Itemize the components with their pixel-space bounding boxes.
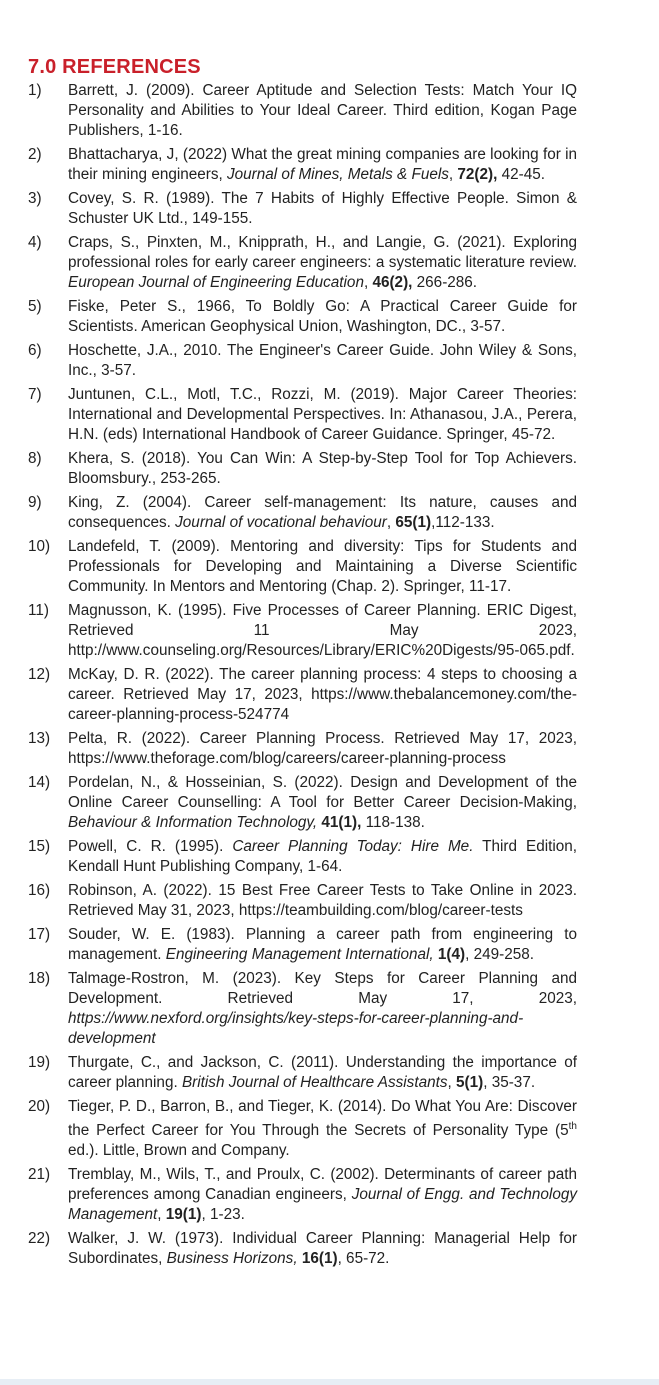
reference-fragment: th xyxy=(568,1121,577,1132)
reference-volume: 19(1) xyxy=(165,1206,202,1224)
reference-text xyxy=(68,1165,577,1225)
reference-fragment: , xyxy=(448,166,458,183)
reference-fragment: Covey, S. R. (1989). The 7 Habits of Highly Effective People. Simon & Schuster UK Ltd., 149-155. xyxy=(68,190,577,227)
reference-fragment: Thurgate, C., and Jackson, C. (2011). Understanding the importance of career planning. xyxy=(68,1054,577,1091)
reference-volume: 65(1) xyxy=(395,514,432,531)
reference-item xyxy=(28,341,577,381)
reference-text xyxy=(68,233,577,293)
reference-fragment: , 35-37. xyxy=(483,1074,536,1091)
reference-text xyxy=(68,297,577,337)
reference-text xyxy=(68,773,577,833)
reference-item xyxy=(28,81,577,141)
reference-text xyxy=(68,1229,577,1269)
reference-item xyxy=(28,1053,577,1093)
reference-fragment: Barrett, J. (2009). Career Aptitude and Selection Tests: Match Your IQ Personality and Abilities to Your Ideal Career. Third edition, Kogan Page Publishers, 1-16. xyxy=(68,82,577,139)
reference-number: 22) xyxy=(28,1230,51,1248)
reference-journal: Engineering Management International, xyxy=(165,946,434,963)
reference-item xyxy=(28,537,577,597)
reference-item xyxy=(28,1229,577,1269)
reference-fragment: Talmage-Rostron, M. (2023). Key Steps for Career Planning and Development. Retrieved May 17, 2023, xyxy=(68,970,577,1007)
reference-fragment: Pordelan, N., & Hosseinian, S. (2022). Design and Development of the Online Career Counselling: A Tool for Better Career Decision-Making, xyxy=(68,774,577,811)
reference-fragment: Juntunen, C.L., Motl, T.C., Rozzi, M. (2019). Major Career Theories: International and Developmental Perspectives. In: Athanasou, J.A., Perera, H.N. (eds) International Handbook of Career Guidance. Springer, 45-72. xyxy=(68,386,577,443)
reference-volume: 16(1) xyxy=(301,1250,338,1268)
reference-fragment: 266-286. xyxy=(412,274,478,291)
reference-number: 18) xyxy=(28,970,51,987)
reference-item xyxy=(28,189,577,229)
reference-number: 15) xyxy=(28,838,51,855)
reference-fragment: , 249-258. xyxy=(465,946,535,963)
reference-volume: 41(1), xyxy=(321,814,362,831)
reference-fragment: King, Z. (2004). Career self-management: Its nature, causes and consequences. xyxy=(68,494,577,531)
reference-list xyxy=(28,81,577,1269)
reference-fragment: Landefeld, T. (2009). Mentoring and diversity: Tips for Students and Professionals for Developing and Maintaining a Diverse Scientific Community. In Mentors and Mentoring (Chap. 2). Springer, 11-17. xyxy=(68,538,577,595)
reference-item xyxy=(28,925,577,965)
reference-fragment: Powell, C. R. (1995). xyxy=(68,838,233,855)
reference-fragment: Robinson, A. (2022). 15 Best Free Career Tests to Take Online in 2023. Retrieved May 31, 2023, https://teambuilding.com/blog/career-tests xyxy=(68,882,577,919)
reference-text xyxy=(68,189,577,229)
reference-journal: Journal of Engg. and Technology Management xyxy=(68,1186,577,1224)
reference-number: 14) xyxy=(28,774,51,791)
reference-number: 4) xyxy=(28,234,42,251)
reference-fragment: Bhattacharya, J, (2022) What the great mining companies are looking for in their mining engineers, xyxy=(68,146,577,183)
reference-item xyxy=(28,601,577,661)
reference-fragment: Hoschette, J.A., 2010. The Engineer's Career Guide. John Wiley & Sons, Inc., 3-57. xyxy=(68,342,577,379)
reference-journal: Business Horizons, xyxy=(166,1250,298,1268)
section-heading: 7.0 REFERENCES xyxy=(28,56,201,78)
reference-number: 20) xyxy=(28,1098,51,1115)
reference-volume: 72(2), xyxy=(457,166,498,183)
reference-fragment: Souder, W. E. (1983). Planning a career path from engineering to management. xyxy=(68,926,577,963)
reference-fragment: Walker, J. W. (1973). Individual Career Planning: Managerial Help for Subordinates, xyxy=(68,1230,577,1268)
reference-item xyxy=(28,493,577,533)
reference-item xyxy=(28,1165,577,1225)
reference-fragment: , xyxy=(363,274,373,291)
reference-text xyxy=(68,145,577,185)
reference-item xyxy=(28,665,577,725)
reference-number: 9) xyxy=(28,494,42,511)
reference-journal: Journal of vocational behaviour xyxy=(175,514,387,531)
reference-item xyxy=(28,881,577,921)
reference-text xyxy=(68,601,577,661)
reference-item xyxy=(28,449,577,489)
reference-number: 19) xyxy=(28,1054,51,1071)
reference-text xyxy=(68,1053,577,1093)
reference-number: 5) xyxy=(28,298,42,315)
reference-fragment: , xyxy=(157,1206,166,1224)
reference-number: 16) xyxy=(28,882,51,899)
reference-fragment: Khera, S. (2018). You Can Win: A Step-by-Step Tool for Top Achievers. Bloomsbury., 253-265. xyxy=(68,450,577,487)
reference-text xyxy=(68,665,577,725)
page-bottom-bar xyxy=(0,1379,659,1385)
reference-item xyxy=(28,297,577,337)
reference-volume: 5(1) xyxy=(456,1074,484,1091)
reference-text xyxy=(68,1097,577,1161)
reference-text xyxy=(68,81,577,141)
reference-fragment: , xyxy=(447,1074,456,1091)
reference-fragment: Fiske, Peter S., 1966, To Boldly Go: A Practical Career Guide for Scientists. American Geophysical Union, Washington, DC., 3-57. xyxy=(68,298,577,335)
reference-fragment: Tremblay, M., Wils, T., and Proulx, C. (2002). Determinants of career path preferences among Canadian engineers, xyxy=(68,1166,577,1204)
reference-number: 11) xyxy=(28,602,49,619)
reference-text xyxy=(68,537,577,597)
reference-text xyxy=(68,729,577,769)
reference-text xyxy=(68,925,577,965)
reference-item xyxy=(28,145,577,185)
reference-text xyxy=(68,341,577,381)
reference-number: 2) xyxy=(28,146,42,163)
reference-number: 8) xyxy=(28,450,42,467)
reference-text xyxy=(68,449,577,489)
reference-fragment: , 65-72. xyxy=(337,1250,390,1268)
reference-item xyxy=(28,837,577,877)
reference-journal: Behaviour & Information Technology, xyxy=(68,814,318,831)
reference-item xyxy=(28,233,577,293)
reference-fragment: Tieger, P. D., Barron, B., and Tieger, K. (2014). Do What You Are: Discover the Perfect Career for You Through the Secrets of Personality Type (5 xyxy=(68,1098,577,1140)
reference-fragment: , xyxy=(386,514,396,531)
reference-number: 12) xyxy=(28,666,51,683)
reference-text xyxy=(68,385,577,445)
reference-number: 10) xyxy=(28,538,51,555)
reference-journal: European Journal of Engineering Education xyxy=(68,274,364,291)
reference-number: 21) xyxy=(28,1166,51,1184)
reference-text xyxy=(68,493,577,533)
reference-journal: Journal of Mines, Metals & Fuels xyxy=(227,166,449,183)
reference-journal: https://www.nexford.org/insights/key-steps-for-career-planning-and-development xyxy=(68,1010,524,1047)
reference-number: 6) xyxy=(28,342,42,359)
reference-journal: British Journal of Healthcare Assistants xyxy=(181,1074,448,1091)
reference-fragment: 118-138. xyxy=(361,814,425,831)
reference-fragment: Magnusson, K. (1995). Five Processes of Career Planning. ERIC Digest, Retrieved 11 May 2023, http://www.counseling.org/Resources/Library/ERIC%20Digests/95-065.pdf. xyxy=(68,602,577,659)
reference-fragment: Pelta, R. (2022). Career Planning Process. Retrieved May 17, 2023, https://www.theforage.com/blog/careers/career-planning-process xyxy=(68,730,577,767)
reference-number: 1) xyxy=(28,82,42,99)
reference-fragment: , 1-23. xyxy=(201,1206,245,1224)
reference-fragment: Third Edition, Kendall Hunt Publishing Company, 1-64. xyxy=(68,838,578,875)
reference-volume: 1(4) xyxy=(437,946,466,963)
reference-number: 17) xyxy=(28,926,51,943)
reference-item xyxy=(28,1097,577,1161)
reference-fragment: ,112-133. xyxy=(431,514,495,531)
reference-number: 3) xyxy=(28,190,42,207)
reference-item xyxy=(28,385,577,445)
reference-fragment: Craps, S., Pinxten, M., Knipprath, H., and Langie, G. (2021). Exploring professional roles for early career engineers: a systematic literature review. xyxy=(68,234,577,271)
reference-text xyxy=(68,837,577,877)
reference-volume: 46(2), xyxy=(372,274,413,291)
reference-fragment: McKay, D. R. (2022). The career planning process: 4 steps to choosing a career. Retrieved May 17, 2023, https://www.thebalancemoney.com/the-career-planning-process-524774 xyxy=(68,666,577,723)
reference-number: 7) xyxy=(28,386,42,403)
reference-text xyxy=(68,881,577,921)
reference-text xyxy=(68,969,577,1049)
reference-journal: Career Planning Today: Hire Me. xyxy=(232,838,474,855)
reference-item xyxy=(28,773,577,833)
reference-fragment: ed.). Little, Brown and Company. xyxy=(68,1142,290,1160)
reference-number: 13) xyxy=(28,730,51,747)
reference-fragment: 42-45. xyxy=(497,166,546,183)
reference-item xyxy=(28,729,577,769)
reference-item xyxy=(28,969,577,1049)
